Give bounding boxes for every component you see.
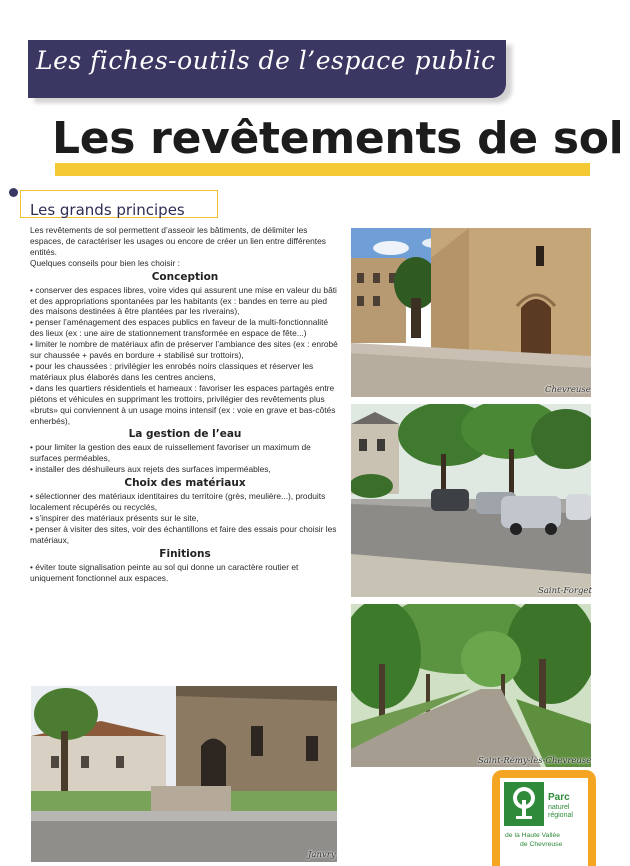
photo-chevreuse [351, 228, 591, 397]
page-title: Les revêtements de sol [52, 113, 624, 164]
caption-chevreuse: Chevreuse [545, 385, 591, 395]
tree-emblem-icon [504, 782, 544, 826]
list-item: • pour les chaussées : privilégier les enrobés noirs classiques et réserver les matériaux plus élaborés dans les centres anciens, [30, 360, 314, 382]
list-item: • penser à visiter des sites, voir des échantillons et faire des essais pour choisir les matériaux, [30, 523, 337, 545]
list-item: • limiter le nombre de matériaux afin de préserver l’ambiance des sites (ex : enrobé sur chaussée + pavés en bordure + stabilisé sur trottoirs), [30, 339, 338, 361]
caption-janvry: Janvry [308, 850, 336, 860]
photo-janvry [31, 686, 337, 862]
list-item: • sélectionner des matériaux identitaires du territoire (grès, meulière...), produits localement récupérés ou recyclés, [30, 491, 326, 513]
list-item: • installer des déshuileurs aux rejets des surfaces imperméables, [30, 464, 271, 475]
intro-paragraph: Les revêtements de sol permettent d’asseoir les bâtiments, de délimiter les espaces, de caractériser les usages ou encore de créer un lien entre différentes entités. [30, 225, 326, 257]
subheading-materiaux: Choix des matériaux [124, 477, 246, 490]
section-bullet-icon [9, 188, 18, 197]
title-underline [55, 163, 590, 176]
logo-text-naturel: naturel [548, 804, 570, 811]
subheading-finitions: Finitions [159, 547, 211, 560]
list-item: • dans les quartiers résidentiels et hameaux : favoriser les espaces partagés entre piétons et véhicules en supprimant les trottoirs, privilégier des revêtements plus «bruts» qui conviennent à un usage moins intensif (ex : voie en grave et bas-côtés enherbés), [30, 382, 336, 426]
subheading-eau: La gestion de l’eau [128, 428, 242, 441]
caption-saint-forget: Saint-Forget [538, 586, 592, 596]
list-item: • s’inspirer des matériaux présents sur le site, [30, 512, 199, 523]
photo-saint-forget [351, 404, 591, 597]
section-heading: Les grands principes [30, 201, 185, 219]
logo-text-chevreuse: de Chevreuse [520, 841, 563, 848]
list-item: • penser l’aménagement des espaces publics en faveur de la multi-fonctionnalité des lieux (ex : une aire de stationnement transformée en espace de fête...) [30, 317, 329, 339]
list-item: • éviter toute signalisation peinte au sol qui donne un caractère routier et uniquement fonctionnel aux espaces. [30, 561, 299, 583]
caption-saint-remy: Saint-Rémy-lès-Chevreuse [478, 756, 592, 766]
list-item: • pour limiter la gestion des eaux de ruissellement favoriser un maximum de surfaces perméables, [30, 442, 311, 464]
logo-text-haute-vallee: de la Haute Vallée [505, 832, 561, 839]
list-item: • conserver des espaces libres, voire vides qui assurent une mise en valeur du bâti et des appropriations spontanées par les habitants (ex : bandes en terre au pied des maisons destinées à être plantées par les riverains), [30, 284, 337, 317]
photo-saint-remy [351, 604, 591, 767]
body-text [30, 225, 340, 583]
logo-text-regional: régional [548, 812, 573, 819]
series-title: Les fiches-outils de l’espace public [36, 46, 496, 75]
logo-text-parc: Parc [548, 792, 570, 803]
intro-prompt: Quelques conseils pour bien les choisir : [30, 257, 180, 268]
subheading-conception: Conception [151, 270, 219, 283]
